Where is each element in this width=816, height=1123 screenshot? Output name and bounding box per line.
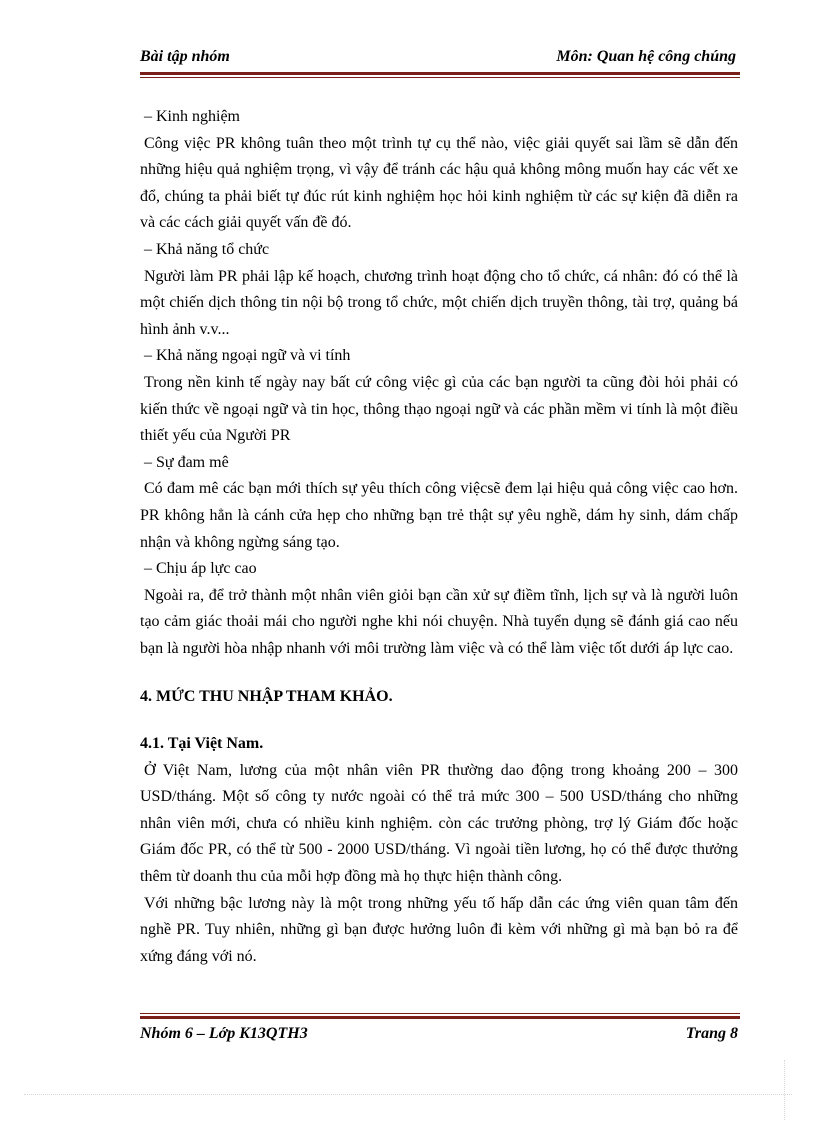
header-subject-label: Môn: Quan hệ công chúng	[556, 48, 736, 65]
paragraph-pressure: Ngoài ra, để trở thành một nhân viên giỏi bạn cần xử sự điềm tĩnh, lịch sự và là người luôn tạo cảm giác thoải mái cho người nghe khi nói chuyện. Nhà tuyển dụng sẽ đánh giá cao nếu bạn là người hòa nhập nhanh với môi trường làm việc và có thể làm việc tốt dưới áp lực cao.	[140, 586, 738, 657]
page-edge-dotted-line	[24, 1094, 792, 1095]
paragraph-attraction: Với những bậc lương này là một trong những yếu tố hấp dẫn các ứng viên quan tâm đến nghề PR. Tuy nhiên, những gì bạn được hưởng luôn đi kèm với những gì mà bạn bỏ ra để xứng đáng với nó.	[140, 894, 738, 965]
footer-rule-thick	[140, 1016, 740, 1019]
document-body	[140, 104, 738, 970]
paragraph-salary: Ở Việt Nam, lương của một nhân viên PR thường dao động trong khoảng 200 – 300 USD/tháng. Một số công ty nước ngoài có thể trả mức 300 – 500 USD/tháng cho những nhân viên mới, chưa có nhiều kinh nghiệm. còn các trưởng phòng, trợ lý Giám đốc hoặc Giám đốc PR, có thể từ 500 - 2000 USD/tháng. Vì ngoài tiền lương, họ có thể được thưởng thêm từ doanh thu của mỗi hợp đồng mà họ thực hiện thành công.	[140, 761, 738, 886]
page-corner-dotted-line	[784, 1060, 785, 1120]
section-heading-income: 4. MỨC THU NHẬP THAM KHẢO.	[140, 688, 393, 706]
header-course-label: Bài tập nhóm	[140, 48, 230, 65]
page-footer	[140, 1025, 738, 1047]
footer-rule-thin	[140, 1013, 740, 1014]
subheading-experience: – Kinh nghiệm	[144, 108, 240, 125]
subsection-heading-vietnam: 4.1. Tại Việt Nam.	[140, 735, 264, 753]
header-rule-thin	[140, 77, 740, 78]
paragraph-passion: Có đam mê các bạn mới thích sự yêu thích công việcsẽ đem lại hiệu quả công việc cao hơn. PR không hẳn là cánh cửa hẹp cho những bạn trẻ thật sự yêu nghề, dám hy sinh, dám chấp nhận và không ngừng sáng tạo.	[140, 480, 738, 551]
footer-page-number: Trang 8	[685, 1025, 738, 1042]
paragraph-organization: Người làm PR phải lập kế hoạch, chương trình hoạt động cho tổ chức, cá nhân: đó có thể là một chiến dịch thông tin nội bộ trong tổ chức, một chiến dịch truyền thông, tài trợ, quảng bá hình ảnh v.v...	[140, 267, 738, 338]
page-header	[140, 48, 736, 70]
paragraph-experience: Công việc PR không tuân theo một trình tự cụ thể nào, việc giải quyết sai lầm sẽ dẫn đến những hiệu quả nghiệm trọng, vì vậy để tránh các hậu quả không mông muốn hay các vết xe đổ, chúng ta phải biết tự đúc rút kinh nghiệm học hỏi kinh nghiệm từ các sự kiện đã diễn ra và các cách giải quyết vấn đề đó.	[140, 134, 738, 232]
header-rule-thick	[140, 72, 740, 75]
subheading-organization: – Khả năng tổ chức	[144, 240, 270, 258]
subheading-passion: – Sự đam mê	[144, 453, 229, 471]
footer-group-label: Nhóm 6 – Lớp K13QTH3	[140, 1025, 308, 1042]
paragraph-languages-it: Trong nền kinh tế ngày nay bất cứ công việc gì của các bạn người ta cũng đòi hỏi phải có kiến thức về ngoại ngữ và tin học, thông thạo ngoại ngữ và các phần mềm vi tính là một điều thiết yếu của Người PR	[140, 373, 738, 445]
subheading-pressure: – Chịu áp lực cao	[144, 560, 257, 578]
subheading-languages-it: – Khả năng ngoại ngữ và vi tính	[144, 347, 351, 365]
